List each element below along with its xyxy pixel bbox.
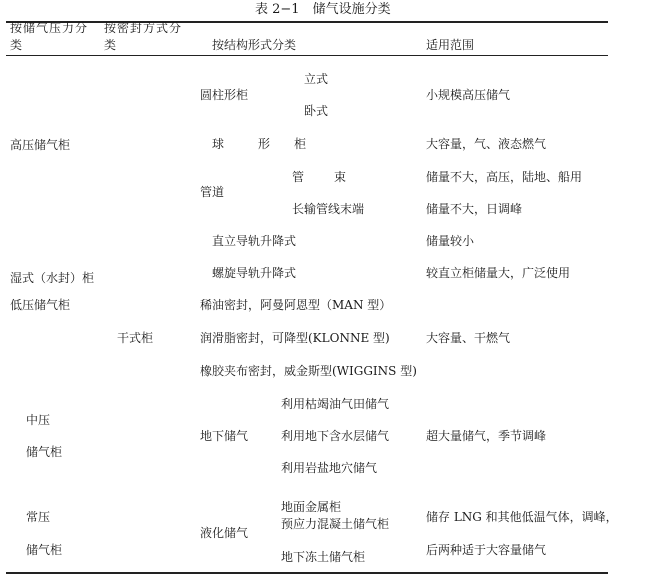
structure-sphere-char3: 柜 bbox=[294, 137, 307, 151]
structure-horizontal: 卧式 bbox=[304, 104, 329, 118]
structure-frozen-soil: 地下冻土储气柜 bbox=[281, 550, 366, 564]
structure-thin-oil: 稀油密封，阿曼阿恩型（MAN 型） bbox=[200, 298, 392, 312]
pressure-normal-line1: 常压 bbox=[26, 510, 51, 524]
structure-depleted-field: 利用枯竭油气田储气 bbox=[281, 397, 390, 411]
header-structure: 按结构形式分类 bbox=[212, 38, 297, 52]
structure-grease: 润滑脂密封，可降型(KLONNE 型) bbox=[200, 331, 390, 345]
seal-dry: 干式柜 bbox=[117, 331, 154, 345]
structure-concrete-tank: 预应力混凝土储气柜 bbox=[281, 517, 390, 531]
usage-small-capacity: 储量较小 bbox=[426, 234, 475, 248]
structure-spiral-rail: 螺旋导轨升降式 bbox=[212, 266, 297, 280]
pressure-high: 高压储气柜 bbox=[10, 138, 71, 152]
structure-liquefied: 液化储气 bbox=[200, 526, 249, 540]
header-pressure-line1: 按储气压力分 bbox=[10, 21, 89, 35]
structure-underground: 地下储气 bbox=[200, 429, 249, 443]
structure-cylinder: 圆柱形柜 bbox=[200, 88, 249, 102]
structure-long-pipeline-end: 长输管线末端 bbox=[292, 202, 365, 216]
structure-pipeline: 管道 bbox=[200, 185, 225, 199]
pressure-wet: 湿式（水封）柜 bbox=[10, 271, 95, 285]
usage-lng-line2: 后两种适于大容量储气 bbox=[426, 543, 547, 557]
bottom-rule bbox=[6, 572, 608, 574]
pressure-medium-line2: 储气柜 bbox=[26, 445, 63, 459]
structure-sphere-char1: 球 bbox=[212, 137, 225, 151]
header-seal-line2: 类 bbox=[104, 38, 117, 52]
header-pressure-line2: 类 bbox=[10, 38, 23, 52]
structure-aquifer: 利用地下含水层储气 bbox=[281, 429, 390, 443]
usage-small-high-land-sea: 储量不大，高压，陆地、船用 bbox=[426, 170, 583, 184]
structure-vertical: 立式 bbox=[304, 72, 329, 86]
header-seal-line1: 按密封方式分 bbox=[104, 21, 183, 35]
header-usage: 适用范围 bbox=[426, 38, 475, 52]
header-rule bbox=[6, 55, 608, 56]
usage-large-gas-lpg: 大容量，气、液态燃气 bbox=[426, 137, 547, 151]
usage-small-daily: 储量不大，日调峰 bbox=[426, 202, 523, 216]
usage-seasonal: 超大量储气，季节调峰 bbox=[426, 429, 547, 443]
structure-metal-tank: 地面金属柜 bbox=[281, 500, 342, 514]
structure-bundle-char1: 管 bbox=[292, 170, 305, 184]
structure-bundle-char2: 束 bbox=[334, 170, 347, 184]
usage-lng-line1: 储存 LNG 和其他低温气体，调峰， bbox=[426, 510, 618, 524]
structure-salt-cavern: 利用岩盐地穴储气 bbox=[281, 461, 378, 475]
table-title: 表 2−1 储气设施分类 bbox=[255, 2, 391, 17]
top-rule bbox=[6, 21, 608, 23]
usage-larger-common: 较直立柜储量大，广泛使用 bbox=[426, 266, 571, 280]
pressure-medium-line1: 中压 bbox=[26, 413, 51, 427]
usage-small-high: 小规模高压储气 bbox=[426, 88, 511, 102]
structure-sphere-char2: 形 bbox=[258, 137, 271, 151]
structure-straight-rail: 直立导轨升降式 bbox=[212, 234, 297, 248]
usage-large-dry: 大容量、干燃气 bbox=[426, 331, 511, 345]
structure-rubber: 橡胶夹布密封，威金斯型(WIGGINS 型) bbox=[200, 364, 417, 378]
pressure-normal-line2: 储气柜 bbox=[26, 543, 63, 557]
pressure-low: 低压储气柜 bbox=[10, 298, 71, 312]
